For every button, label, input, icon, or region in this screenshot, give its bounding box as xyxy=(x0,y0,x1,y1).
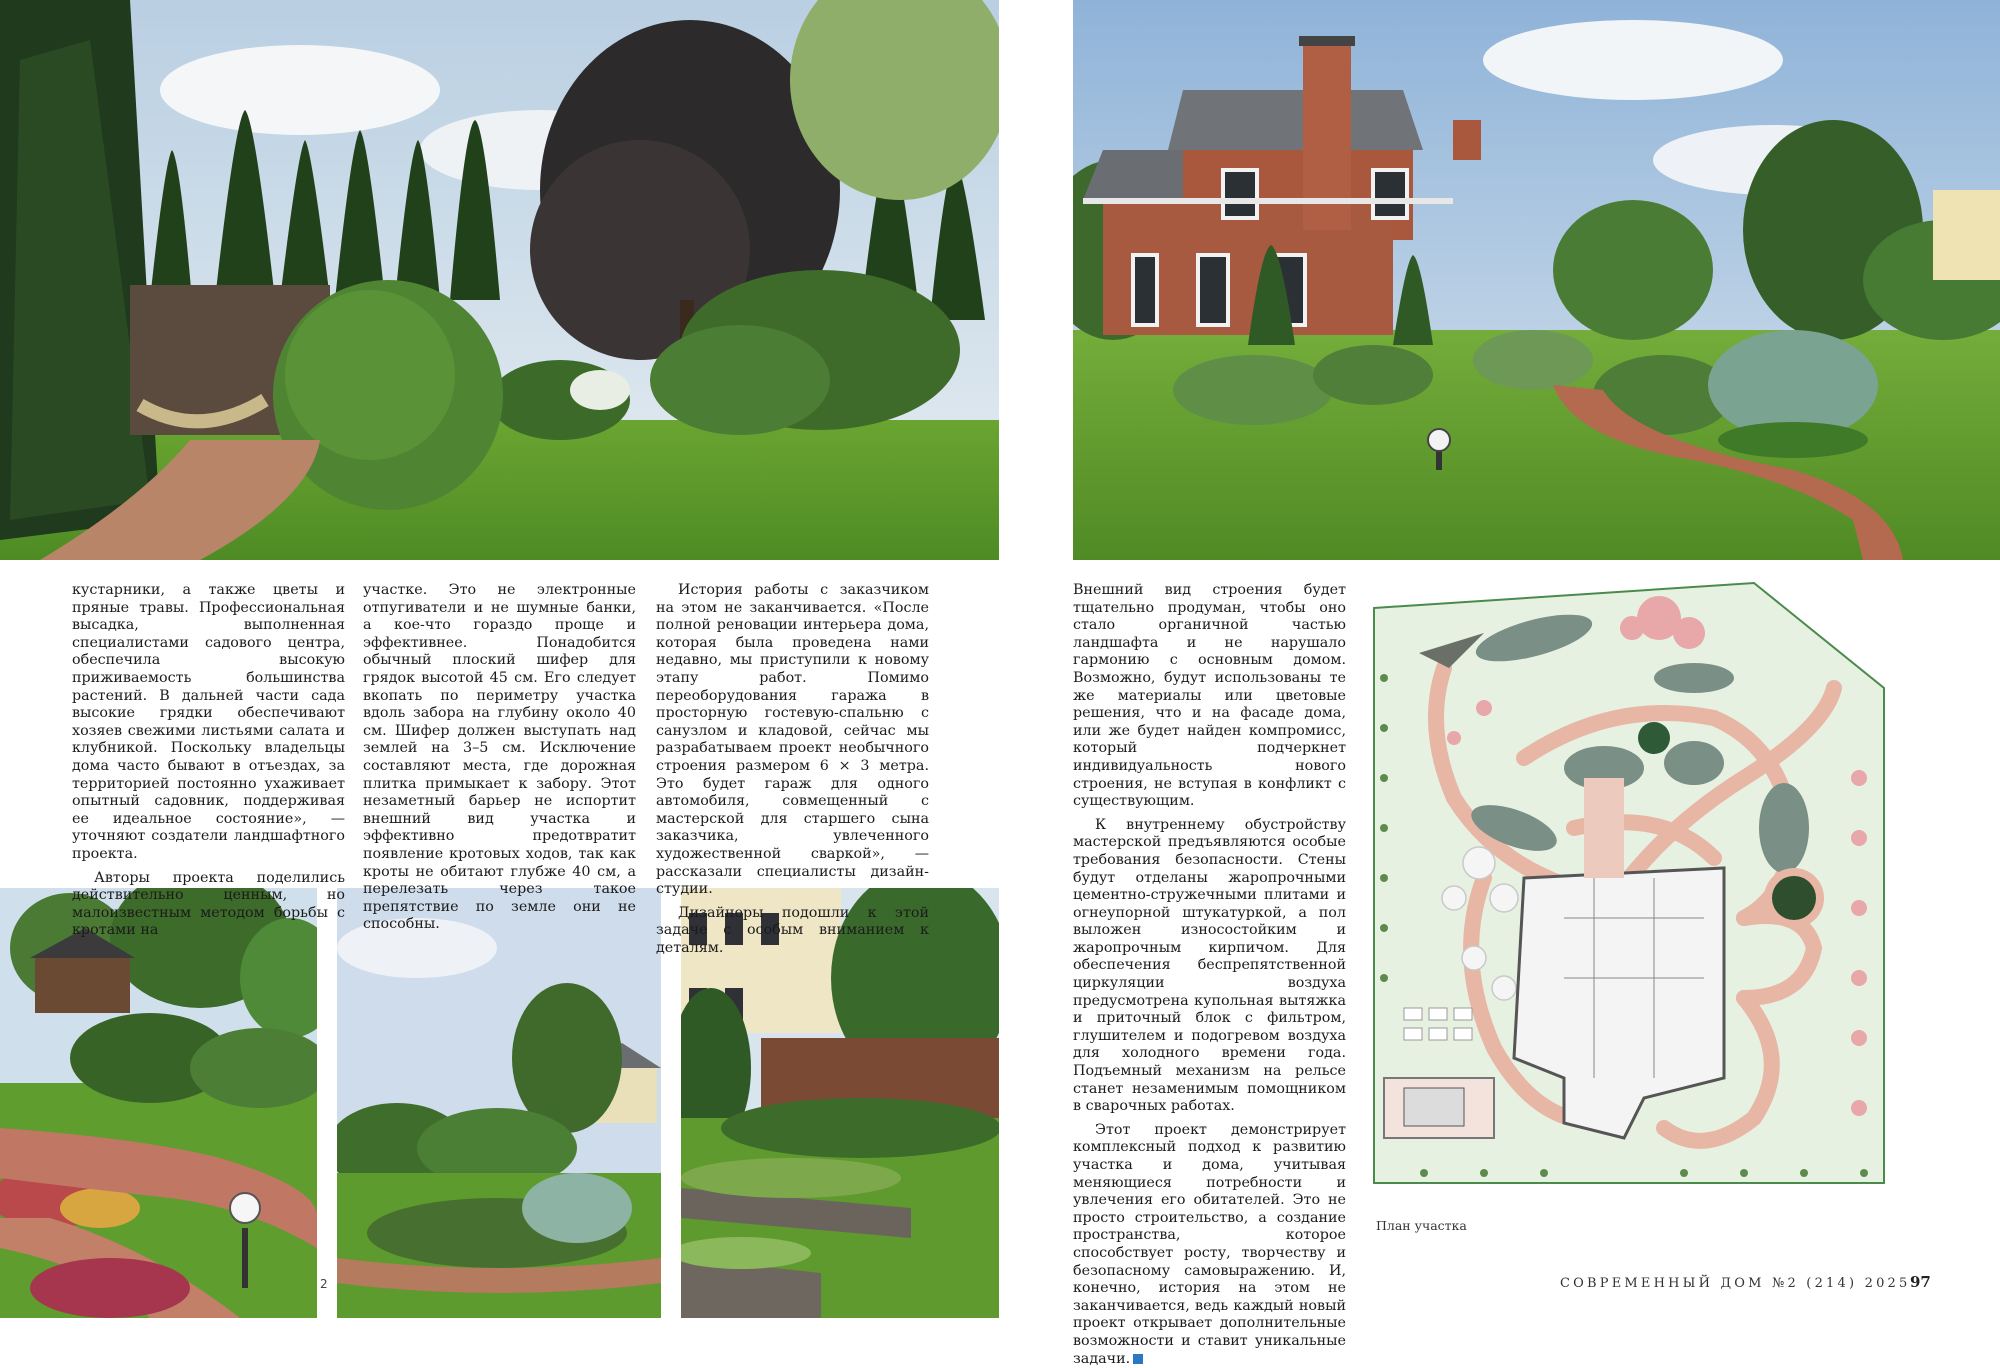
left-text-column-1 xyxy=(72,582,345,940)
paragraph-text: Этот проект демонстрирует комплексный подход к развитию участка и дома, учитывая меняющиеся потребности и увлечения его обитателей. Это не просто строительство, а создание пространства, которое способствует росту, творчеству и безопасному самовыражению. И, конечно, история на этом не заканчивается, ведь каждый новый проект открывает дополнительные возможности и ставит уникальные задачи. xyxy=(1073,1121,1346,1367)
paragraph: К внутреннему обустройству мастерской предъявляются особые требования безопасности. Стены будут отделаны жаропрочными цементно-стружечными плитами и огнеупорной штукатуркой, а пол выложен износостойким и жаропрочным кирпичом. Для обеспечения беспрепятственной циркуляции воздуха предусмотрена купольная вытяжка и приточный блок с фильтром, глушителем и подогревом воздуха для холодного времени года. Подъемный механизм на рельсе станет незаменимым помощником в сварочных работах. xyxy=(1073,816,1346,1115)
site-plan-image xyxy=(1364,578,1900,1203)
paragraph: участке. Это не электронные отпугиватели и не шумные банки, а кое-что гораздо проще и эффективнее. Понадобится обычный плоский шифер для грядок высотой 45 см. Его следует вкопать по периметру участка вдоль забора на глубину около 40 см. Шифер должен выступать над землей на 3–5 см. Исключение составляют места, где дорожная плитка примыкает к забору. Этот незаметный барьер не испортит внешний вид участка и эффективно предотвратит появление кротовых ходов, так как кроты не обитают глубже 40 см, а перелезать через такое препятствие по земле они не способны. xyxy=(363,582,636,933)
magazine-footer: СОВРЕМЕННЫЙ ДОМ №2 (214) 2025 xyxy=(1560,1276,1911,1291)
house-photo-top-right xyxy=(1073,0,2000,560)
plan-caption: План участка xyxy=(1376,1218,1467,1233)
page-number: 97 xyxy=(1910,1273,1931,1291)
right-text-column xyxy=(1073,582,1346,1368)
paragraph: Внешний вид строения будет тщательно продуман, чтобы оно стало органичной частью ландшафта и не нарушало гармонию с основным домом. Возможно, будут использованы те же материалы или цветовые решения, что и на фасаде дома, или же будет найден компромисс, который подчеркнет индивидуальность нового строения, не вступая в конфликт с существующим. xyxy=(1073,582,1346,810)
gazebo-photo xyxy=(0,888,317,1318)
paragraph xyxy=(1073,1122,1346,1368)
pine-lawn-photo xyxy=(337,888,661,1318)
photo-number-label: 2 xyxy=(320,1277,328,1291)
left-text-column-2 xyxy=(363,582,636,934)
garden-photo-top-left xyxy=(0,0,999,560)
paragraph: Дизайнеры подошли к этой задаче с особым вниманием к деталям. xyxy=(656,904,929,956)
paragraph: История работы с заказчиком на этом не заканчивается. «После полной реновации интерьера дома, которая была проведена нами недавно, мы приступили к новому этапу работ. Помимо переоборудования гаража в просторную гостевую-спальню с санузлом и кладовой, сейчас мы разрабатываем проект необычного строения размером 6 × 3 метра. Это будет гараж для одного автомобиля, совмещенный с мастерской для старшего сына заказчика, увлеченного художественной сваркой», — рассказали специалисты дизайн-студии. xyxy=(656,582,929,898)
paragraph: Авторы проекта поделились действительно ценным, но малоизвестным методом борьбы с кротами на xyxy=(72,869,345,939)
end-of-article-mark: D xyxy=(1133,1354,1143,1364)
left-text-column-3 xyxy=(656,582,929,957)
paragraph: кустарники, а также цветы и пряные травы. Профессиональная высадка, выполненная специалистами садового центра, обеспечила высокую приживаемость большинства растений. В дальней части сада высокие грядки обеспечивают хозяев свежими листьями салата и клубникой. Поскольку владельцы дома часто бывают в отъездах, за территорией постоянно ухаживает опытный садовник, поддерживая ее идеальное состояние», — уточняют создатели ландшафтного проекта. xyxy=(72,582,345,862)
